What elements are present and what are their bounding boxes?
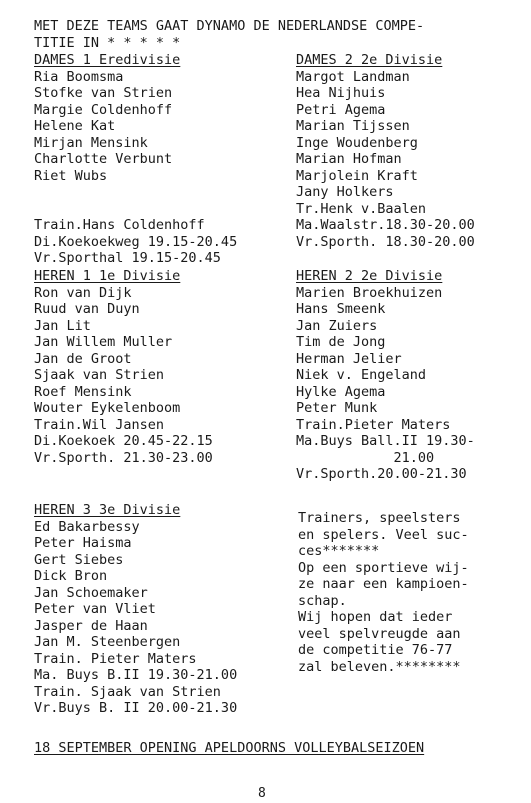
player: Jan Zuiers	[296, 317, 378, 334]
player: Peter Munk	[296, 400, 378, 416]
training-session: Vr.Buys B. II 20.00-21.30	[34, 700, 238, 716]
dames2-heading: DAMES 2 2e Divisie	[296, 52, 443, 68]
footer-announcement: 18 SEPTEMBER OPENING APELDOORNS VOLLEYBALSEIZOEN	[34, 740, 425, 756]
player: Jan Willem Muller	[34, 334, 173, 350]
heren1-section	[34, 268, 274, 466]
training-session: Vr.Sporth. 18.30-20.00	[296, 233, 475, 250]
trainer: Train.Pieter Maters	[296, 416, 451, 433]
player: Jan Lit	[34, 317, 91, 334]
player: Ria Boomsma	[34, 68, 124, 85]
player: Ruud van Duyn	[34, 301, 140, 317]
player: Tim de Jong	[296, 334, 386, 350]
training-session: Ma.Waalstr.18.30-20.00	[296, 217, 475, 233]
player: Hylke Agema	[296, 383, 386, 400]
player: Ed Bakarbessy	[34, 518, 140, 535]
dames1-section	[34, 52, 274, 267]
training-session: Di.Koekoek 20.45-22.15	[34, 433, 213, 449]
player: Marian Tijssen	[296, 118, 410, 134]
player: Margie Coldenhoff	[34, 101, 173, 118]
heren1-heading: HEREN 1 1e Divisie	[34, 268, 181, 284]
player: Herman Jelier	[296, 350, 402, 367]
dames1-heading: DAMES 1 Eredivisie	[34, 52, 181, 68]
player: Niek v. Engeland	[296, 367, 427, 383]
training-session-continued: 21.00	[296, 449, 435, 466]
player: Jasper de Haan	[34, 617, 148, 634]
player: Gert Siebes	[34, 551, 124, 568]
player: Sjaak van Strien	[34, 367, 165, 383]
player: Riet Wubs	[34, 167, 108, 184]
player: Jany Holkers	[296, 184, 394, 200]
player: Inge Woudenberg	[296, 134, 418, 151]
player: Helene Kat	[34, 118, 116, 134]
player: Margot Landman	[296, 68, 410, 85]
player: Jan Schoemaker	[34, 584, 148, 601]
trainer: Train. Pieter Maters	[34, 650, 197, 667]
training-session: Di.Koekoekweg 19.15-20.45	[34, 233, 238, 250]
player: Ron van Dijk	[34, 284, 132, 301]
player: Petri Agema	[296, 101, 386, 118]
player: Stofke van Strien	[34, 85, 173, 101]
training-session: Ma.Buys Ball.II 19.30-	[296, 433, 475, 449]
player: Peter van Vliet	[34, 601, 156, 617]
player: Roef Mensink	[34, 383, 132, 400]
trainer: Train. Sjaak van Strien	[34, 683, 221, 700]
training-session: Vr.Sporth.20.00-21.30	[296, 466, 467, 482]
heren2-section	[296, 268, 531, 483]
player: Marjolein Kraft	[296, 167, 418, 184]
dames2-section	[296, 52, 531, 250]
trainer: Train.Wil Jansen	[34, 416, 165, 433]
trainer: Tr.Henk v.Baalen	[296, 200, 427, 217]
player: Peter Haisma	[34, 535, 132, 551]
player: Wouter Eykelenboom	[34, 400, 181, 416]
training-session: Ma. Buys B.II 19.30-21.00	[34, 667, 238, 683]
training-session: Vr.Sporth. 21.30-23.00	[34, 449, 213, 466]
player: Jan de Groot	[34, 350, 132, 367]
player: Jan M. Steenbergen	[34, 634, 181, 650]
training-session: Vr.Sporthal 19.15-20.45	[34, 250, 221, 266]
player: Mirjan Mensink	[34, 134, 148, 151]
player: Charlotte Verbunt	[34, 151, 173, 167]
heren2-heading: HEREN 2 2e Divisie	[296, 268, 443, 284]
player: Marian Hofman	[296, 151, 402, 167]
page-number: 8	[258, 786, 266, 801]
heren3-section	[34, 502, 274, 717]
intro-text: MET DEZE TEAMS GAAT DYNAMO DE NEDERLANDSE COMPE- TITIE IN * * * * *	[34, 18, 425, 51]
heren3-heading: HEREN 3 3e Divisie	[34, 502, 181, 518]
player: Hans Smeenk	[296, 301, 386, 317]
player: Marien Broekhuizen	[296, 284, 443, 301]
player: Dick Bron	[34, 568, 108, 584]
player: Hea Nijhuis	[296, 85, 386, 101]
trainer: Train.Hans Coldenhoff	[34, 217, 205, 233]
closing-note: Trainers, speelsters en spelers. Veel suc- ces******* Op een sportieve wij- ze naar een kampioen- schap. Wij hopen dat ieder veel spelvreugde aan de competitie 76-77 zal beleven.********	[298, 510, 469, 675]
